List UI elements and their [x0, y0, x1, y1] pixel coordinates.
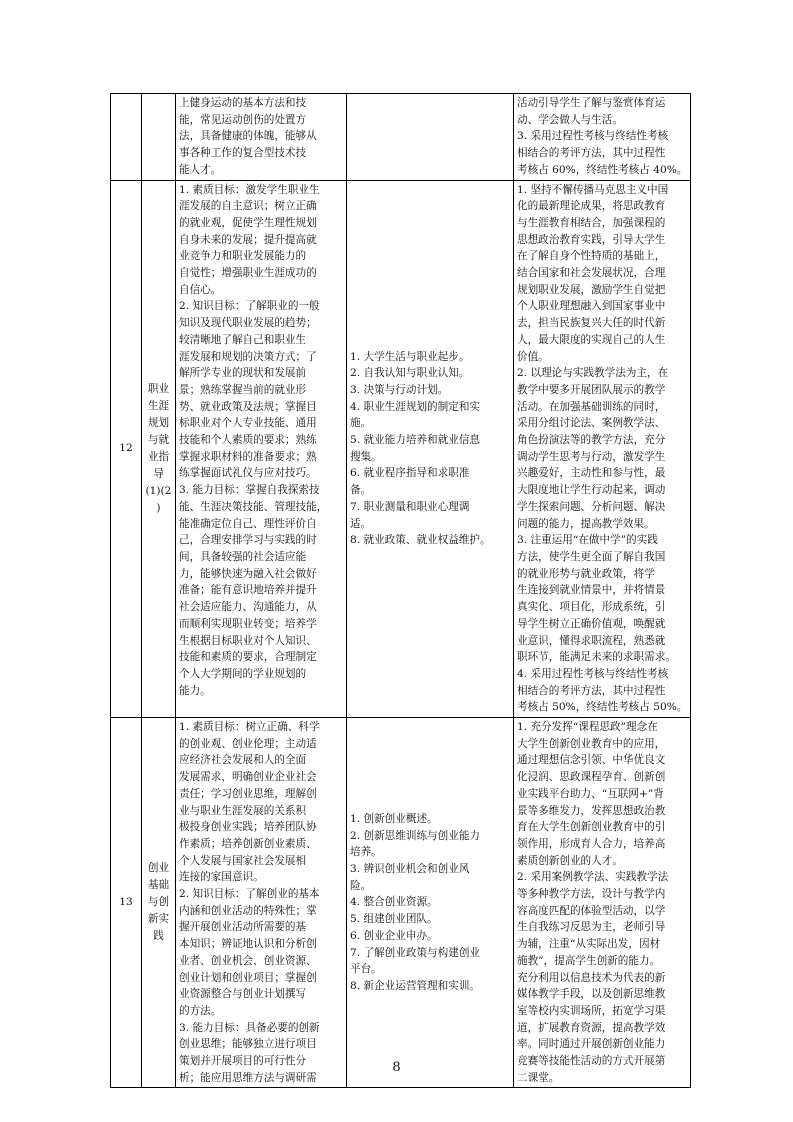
- text-line: 自信心。: [179, 283, 222, 296]
- text-line: 景；熟练掌握当前的就业形: [179, 383, 307, 396]
- text-line: 而顺利实现职业转变；培养学: [179, 617, 317, 630]
- text-line: 1. 坚持不懈传播马克思主义中国: [517, 183, 669, 196]
- text-line: 容高度匹配的体验型活动，以学: [517, 904, 666, 917]
- text-line: 等多种教学方法，设计与教学内: [517, 888, 666, 901]
- text-line: 标职业对个人专业技能、通用: [179, 417, 317, 430]
- text-line: 业资源整合与创业计划撰写: [179, 988, 307, 1001]
- text-line: 兴趣爱好，主动性和参与性，最: [517, 467, 666, 480]
- text-line: 为辅，注重“从实际出发，因材: [517, 938, 661, 951]
- text-line: 能、生涯决策技能、管理技能，: [179, 500, 328, 513]
- text-line: 技能和素质的要求，合理制定: [179, 651, 317, 664]
- text-line: 适。: [350, 517, 372, 530]
- text-line: 险。: [350, 879, 372, 892]
- text-line: 准备；能有意识地培养并提升: [179, 584, 317, 597]
- text-line: 问题的能力，提高教学效果。: [517, 517, 655, 530]
- text-line: 调动学生思考与行动，激发学生: [517, 450, 666, 463]
- text-line: 思想政治教育实践，引导大学生: [517, 233, 666, 246]
- text-line: 角色扮演法等的教学方法，充分: [517, 434, 666, 447]
- text-line: 较清晰地了解自己和职业生: [179, 333, 307, 346]
- text-line: 业与职业生涯发展的关系积: [179, 804, 307, 817]
- text-line: 3. 能力目标：具备必要的创新: [179, 1021, 320, 1034]
- text-line: 势、就业政策及法规；掌握目: [179, 400, 317, 413]
- teaching-requirements-cell: [514, 718, 691, 1088]
- text-line: 掌握求职材料的准备要求；熟: [179, 450, 317, 463]
- text-line: 室等校内实训场所，拓宽学习渠: [517, 1004, 666, 1017]
- text-line: 业竞争力和职业发展能力的: [179, 250, 307, 263]
- text-line: 活动。在加强基础训练的同时，: [517, 400, 666, 413]
- text-line: 7. 了解创业政策与构建创业: [350, 946, 481, 959]
- table-row: [111, 94, 691, 181]
- text-line: 4. 采用过程性考核与终结性考核: [517, 667, 669, 680]
- text-line: 业意识，懂得求职流程，熟悉就: [517, 634, 666, 647]
- text-line: 3. 能力目标：掌握自我探索技: [179, 484, 320, 497]
- text-line: 备。: [350, 484, 372, 497]
- text-line: 践: [153, 930, 164, 943]
- text-line: 1. 创新创业概述。: [350, 812, 438, 825]
- text-line: 能人才。: [179, 163, 222, 176]
- text-line: 去，担当民族复兴大任的时代新: [517, 317, 666, 330]
- course-goals-cell: [176, 180, 347, 718]
- course-number-cell: 12: [111, 180, 142, 718]
- text-line: 教学中要多开展团队展示的教学: [517, 383, 666, 396]
- text-line: 极投身创业实践；培养团队协: [179, 821, 317, 834]
- text-line: 3. 决策与行动计划。: [350, 383, 449, 396]
- text-line: 4. 整合创业资源。: [350, 896, 438, 909]
- text-line: 创业计划和创业项目；掌握创: [179, 971, 317, 984]
- text-line: 1. 素质目标：激发学生职业生: [179, 183, 320, 196]
- text-line: 与创: [147, 896, 170, 909]
- text-line: 创业思维；能够独立进行项目: [179, 1038, 317, 1051]
- text-line: 结合国家和社会发展状况，合理: [517, 267, 666, 280]
- course-contents-cell: [347, 180, 514, 718]
- text-line: 业指: [147, 450, 170, 463]
- text-line: 责任；学习创业思维，理解创: [179, 787, 317, 800]
- text-line: 方法，使学生更全面了解自我国: [517, 550, 666, 563]
- text-line: 1. 充分发挥“课程思政”理念在: [517, 721, 658, 734]
- text-line: 率。同时通过开展创新创业能力: [517, 1038, 666, 1051]
- text-line: 人，最大限度的实现自己的人生: [517, 333, 666, 346]
- text-line: 涯发展的自主意识；树立正确: [179, 200, 317, 213]
- text-line: 5. 组建创业团队。: [350, 913, 438, 926]
- course-contents-cell: [347, 94, 514, 181]
- text-line: 媒体教学手段，以及创新思维教: [517, 988, 666, 1001]
- text-line: 个人职业理想融入到国家事业中: [517, 300, 666, 313]
- course-name-cell: [142, 718, 176, 1088]
- text-line: 通过理想信念引领、中华优良文: [517, 754, 666, 767]
- text-line: 相结合的考评方法，其中过程性: [517, 147, 666, 160]
- text-line: 相结合的考评方法，其中过程性: [517, 684, 666, 697]
- text-line: 7. 职业测量和职业心理调: [350, 500, 470, 513]
- text-line: 导: [153, 467, 164, 480]
- text-line: 知识及现代职业发展的趋势；: [179, 317, 317, 330]
- text-line: 充分利用以信息技术为代表的新: [517, 971, 666, 984]
- text-line: 社会适应能力、沟通能力，从: [179, 601, 317, 614]
- course-contents-cell: [347, 718, 514, 1088]
- text-line: 3. 注重运用“在做中学”的实践: [517, 534, 658, 547]
- text-line: 生涯: [147, 399, 170, 412]
- text-line: 法，具备健康的体魄，能够从: [179, 130, 317, 143]
- text-line: 道，扩展教育资源，提高教学效: [517, 1021, 666, 1034]
- text-line: 考核占 50%，终结性考核占 50%。: [517, 701, 687, 714]
- text-line: 采用分组讨论法、案例教学法、: [517, 417, 666, 430]
- text-line: 本知识；辨证地认识和分析创: [179, 938, 317, 951]
- text-line: 化浸润、思政课程孕育、创新创: [517, 771, 666, 784]
- text-line: 个人发展与国家社会发展相: [179, 854, 307, 867]
- text-line: 上健身运动的基本方法和技: [179, 97, 307, 109]
- text-line: 在了解自身个性特质的基础上，: [517, 250, 666, 263]
- text-line: 6. 就业程序指导和求职准: [350, 467, 470, 480]
- text-line: 内涵和创业活动的特殊性；掌: [179, 904, 317, 917]
- text-line: 技能和个人素质的要求；熟练: [179, 434, 317, 447]
- table-body: [111, 94, 691, 1088]
- text-line: 化的最新理论成果，将思政教育: [517, 200, 666, 213]
- text-line: 活动引导学生了解与鉴赏体育运: [517, 97, 666, 109]
- text-line: 作素质；培养创新创业素质、: [179, 837, 317, 850]
- text-line: 真实化、项目化，形成系统，引: [517, 601, 666, 614]
- text-line: 创业: [147, 862, 170, 875]
- course-number-cell: [111, 94, 142, 181]
- text-line: 握开展创业活动所需要的基: [179, 921, 307, 934]
- text-line: 析；能应用思维方法与调研需: [179, 1071, 317, 1084]
- teaching-requirements-cell: [514, 94, 691, 181]
- text-line: ): [156, 501, 161, 514]
- text-line: 事各种工作的复合型技术技: [179, 147, 307, 160]
- text-line: 练掌握面试礼仪与应对技巧。: [179, 467, 317, 480]
- course-name-cell: [142, 94, 176, 181]
- course-goals-cell: [176, 718, 347, 1088]
- text-line: 学生探索问题、分析问题、解决: [517, 500, 666, 513]
- text-line: 的创业观、创业伦理；主动适: [179, 737, 317, 750]
- text-line: 动、学会做人与生活。: [517, 113, 623, 126]
- text-line: 个人大学期间的学业规划的: [179, 667, 307, 680]
- text-line: 新实: [147, 913, 170, 926]
- text-line: 能，常见运动创伤的处置方: [179, 113, 307, 126]
- text-line: 3. 辨识创业机会和创业风: [350, 862, 470, 875]
- text-line: 基础: [147, 879, 170, 892]
- text-line: 自觉性；增强职业生涯成功的: [179, 267, 317, 280]
- text-line: 2. 采用案例教学法、实践教学法: [517, 871, 669, 884]
- text-line: 6. 创业企业申办。: [350, 929, 438, 942]
- curriculum-table: [110, 93, 691, 1088]
- text-line: 2. 自我认知与职业认知。: [350, 367, 470, 380]
- course-goals-cell: [176, 94, 347, 181]
- text-line: 策划并开展项目的可行性分: [179, 1055, 307, 1068]
- text-line: 素质创新创业的人才。: [517, 854, 623, 867]
- text-line: 搜集。: [350, 450, 382, 463]
- text-line: 力，能够快速为融入社会做好: [179, 567, 317, 580]
- text-line: 发展需求，明确创业企业社会: [179, 771, 317, 784]
- text-line: 能准确定位自己、理性评价自: [179, 517, 317, 530]
- text-line: 生连接到就业情景中，并将情景: [517, 584, 666, 597]
- text-line: 规划职业发展，激励学生自觉把: [517, 283, 666, 296]
- text-line: 景等多维发力，发挥思想政治教: [517, 804, 666, 817]
- page-number: 8: [392, 1060, 401, 1075]
- text-line: 平台。: [350, 963, 382, 976]
- text-line: 育在大学生创新创业教育中的引: [517, 821, 666, 834]
- text-line: 培养。: [350, 846, 382, 859]
- text-line: 应经济社会发展和人的全面: [179, 754, 307, 767]
- text-line: 涯发展和规划的决策方式；了: [179, 350, 317, 363]
- text-line: 施。: [350, 417, 372, 430]
- text-line: 与就: [147, 433, 170, 446]
- text-line: 竞赛等技能性活动的方式开展第: [517, 1055, 666, 1068]
- text-line: 价值。: [517, 350, 549, 363]
- text-line: 生根据目标职业对个人知识、: [179, 634, 317, 647]
- text-line: 施教”，提高学生创新的能力。: [517, 954, 661, 967]
- text-line: 职业: [147, 382, 170, 395]
- text-line: 2. 创新思维训练与创业能力: [350, 829, 481, 842]
- text-line: 连接的家国意识。: [179, 871, 264, 884]
- text-line: 3. 采用过程性考核与终结性考核: [517, 130, 669, 143]
- text-line: 解所学专业的现状和发展前: [179, 367, 307, 380]
- text-line: 考核占 60%，终结性考核占 40%。: [517, 163, 687, 176]
- text-line: 1. 素质目标：树立正确、科学: [179, 721, 320, 734]
- table-row: [111, 718, 691, 1088]
- text-line: 2. 以理论与实践教学法为主，在: [517, 367, 669, 380]
- text-line: (1)(2: [145, 484, 172, 497]
- course-number-cell: 13: [111, 718, 142, 1088]
- text-line: 的就业形势与就业政策，将学: [517, 567, 655, 580]
- text-line: 的就业观，促使学生理性规划: [179, 216, 317, 229]
- text-line: 1. 大学生活与职业起步。: [350, 350, 470, 363]
- text-line: 5. 就业能力培养和就业信息: [350, 434, 481, 447]
- table-row: [111, 180, 691, 718]
- text-line: 生自我练习反思为主，老师引导: [517, 921, 666, 934]
- text-line: 能力。: [179, 684, 211, 697]
- course-name-cell: [142, 180, 176, 718]
- text-line: 己，合理安排学习与实践的时: [179, 534, 317, 547]
- text-line: 的方法。: [179, 1004, 222, 1017]
- text-line: 自身未来的发展；提升提高就: [179, 233, 317, 246]
- text-line: 规划: [147, 416, 170, 429]
- text-line: 领作用，形成育人合力，培养高: [517, 837, 666, 850]
- text-line: 8. 新企业运营管理和实训。: [350, 979, 481, 992]
- text-line: 与生涯教育相结合，加强课程的: [517, 216, 666, 229]
- text-line: 8. 就业政策、就业权益维护。: [350, 534, 491, 547]
- text-line: 2. 知识目标：了解创业的基本: [179, 888, 320, 901]
- text-line: 二课堂。: [517, 1071, 560, 1084]
- text-line: 间，具备较强的社会适应能: [179, 550, 307, 563]
- text-line: 4. 职业生涯规划的制定和实: [350, 400, 481, 413]
- text-line: 业者、创业机会、创业资源、: [179, 954, 317, 967]
- text-line: 导学生树立正确价值观，唤醒就: [517, 617, 666, 630]
- text-line: 业实践平台助力、“互联网+”背: [517, 787, 664, 800]
- text-line: 大学生创新创业教育中的应用，: [517, 737, 666, 750]
- text-line: 大限度地让学生行动起来，调动: [517, 484, 666, 497]
- text-line: 2. 知识目标：了解职业的一般: [179, 300, 320, 313]
- teaching-requirements-cell: [514, 180, 691, 718]
- text-line: 职环节，能满足未来的求职需求。: [517, 651, 676, 664]
